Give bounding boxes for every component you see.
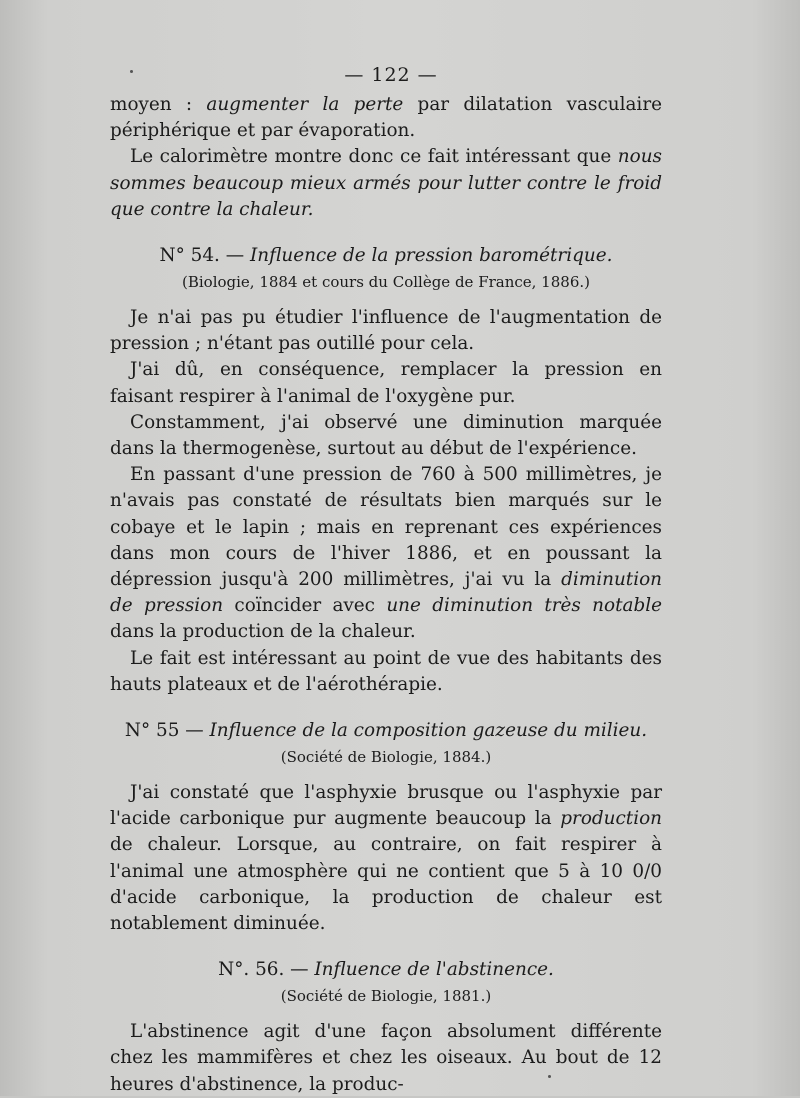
paragraph: L'abstinence agit d'une façon absolument différente chez les mammifères et chez les oiseaux. Au bout de 12 heures d'abstinence, la produc- — [110, 1021, 662, 1095]
emphasis: augmenter la perte — [206, 94, 404, 115]
paragraph: J'ai dû, en conséquence, remplacer la pression en faisant respirer à l'animal de l'oxygène pur. — [110, 359, 662, 407]
section-source-55: (Société de Biologie, 1884.) — [280, 748, 492, 767]
paragraph — [110, 780, 662, 937]
text-run: En passant d'une pression de 760 à 500 millimètres, je n'avais pas constaté de résultats bien marqués sur le cobaye et le lapin ; mais en reprenant ces expériences dans mon cours de l'hiver 1886, et en poussant la dépression jusqu'à 200 millimètres, j'ai vu la — [110, 464, 662, 591]
text-run: dans la production de la chaleur. — [110, 621, 416, 643]
emphasis: une diminution très notable — [386, 595, 662, 617]
section-source-56: (Société de Biologie, 1881.) — [280, 987, 492, 1006]
section-source-54: (Biologie, 1884 et cours du Collège de France, 1886.) — [182, 273, 590, 292]
section-title: Influence de l'abstinence. — [314, 959, 554, 981]
text-run: J'ai constaté que l'asphyxie brusque ou l'asphyxie par l'acide carbonique pur augmente beaucoup la — [110, 782, 662, 830]
text-column — [110, 58, 662, 1098]
paragraph — [110, 462, 662, 645]
paragraph: Le fait est intéressant au point de vue des habitants des hauts plateaux et de l'aérothérapie. — [110, 647, 662, 695]
paragraph: Je n'ai pas pu étudier l'influence de l'augmentation de pression ; n'étant pas outillé pour cela. — [110, 307, 662, 355]
section-number: N° 55 — — [124, 720, 210, 742]
text-run: Le calorimètre montre donc ce fait intéressant que — [130, 146, 618, 168]
text-run: moyen : — [110, 94, 207, 115]
paragraph-calorimetre — [110, 144, 662, 223]
paragraph-moyen — [110, 92, 662, 144]
section-title: Influence de la composition gazeuse du milieu. — [209, 720, 648, 742]
emphasis: nous sommes beaucoup mieux armés pour lutter contre le froid que contre la chaleur. — [110, 146, 662, 220]
section-heading-56 — [110, 957, 662, 983]
paragraph: Constamment, j'ai observé une diminution marquée dans la thermogenèse, surtout au début de l'expérience. — [110, 411, 662, 460]
text-run: de chaleur. Lorsque, au contraire, on fait respirer à l'animal une atmosphère qui ne contient que 5 à 10 0/0 d'acide carbonique, la production de chaleur est notablement diminuée. — [110, 834, 662, 935]
emphasis: diminution de pression — [110, 569, 662, 617]
section-heading-54 — [110, 243, 662, 269]
section-number: N° 54. — — [159, 245, 250, 267]
emphasis: production — [560, 808, 662, 830]
text-run: coïncider avec — [223, 595, 387, 617]
section-heading-55 — [110, 718, 662, 744]
page-number: — 122 — — [344, 64, 438, 86]
text-run: par dilatation vasculaire périphérique et par évaporation. — [110, 94, 662, 142]
section-number: N°. 56. — — [218, 959, 315, 981]
section-title: Influence de la pression barométrique. — [249, 245, 613, 267]
